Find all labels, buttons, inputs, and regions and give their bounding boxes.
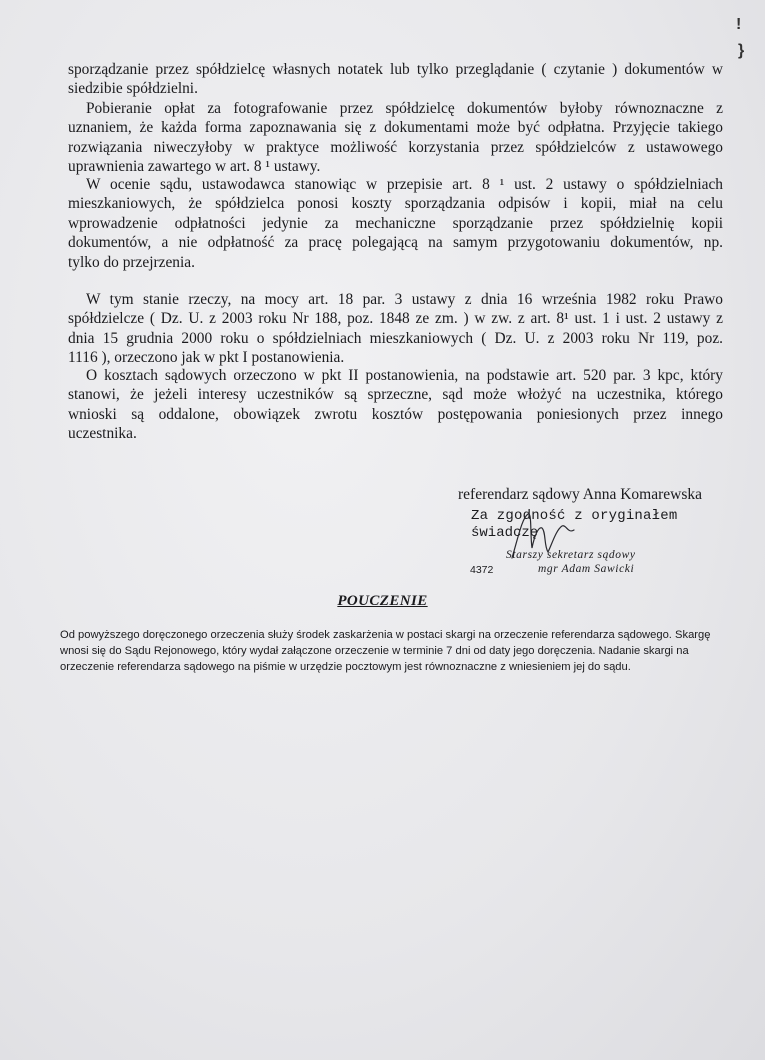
text-line: mieszkaniowych, że spółdzielca ponosi koszty sporządzania odpisów i kopii, miał na celu <box>68 195 723 213</box>
text-line: Pobieranie opłat za fotografowanie przez spółdzielcę dokumentów byłoby równoznaczne z <box>86 100 723 117</box>
text-line: uznaniem, że każda forma zapoznawania się z dokumentami może być odpłatna. Przyjęcie takiego <box>68 119 723 137</box>
text-line: wnioski są oddalone, obowiązek zwrotu kosztów postępowania poniesionych przez innego <box>68 405 723 423</box>
text-line: O kosztach sądowych orzeczono w pkt II postanowienia, na podstawie art. 520 par. 3 kpc, który <box>86 367 723 384</box>
text-line: dnia 15 grudnia 2000 roku o spółdzielniach mieszkaniowych ( Dz. U. z 2003 roku Nr 119, poz. <box>68 329 723 347</box>
text-line: wprowadzenie odpłatności jedynie za mechaniczne sporządzanie przez spółdzielnię kopii <box>68 214 723 232</box>
body-paragraph <box>68 175 723 272</box>
stamp-number: 4372 <box>470 564 494 576</box>
text-line: rozwiązania niweczyłoby w praktyce możliwość korzystania przez spółdzielców z ustawowego <box>68 138 723 156</box>
text-line: tylko do przejrzenia. <box>68 253 195 271</box>
text-line: uprawnienia zawartego w art. 8 ¹ ustawy. <box>68 158 321 176</box>
text-line: W tym stanie rzeczy, na mocy art. 18 par. 3 ustawy z dnia 16 września 1982 roku Prawo <box>86 291 723 308</box>
edge-mark: ! <box>736 16 742 33</box>
certification-stamp-line: świadczę <box>471 525 539 541</box>
text-line: stanowi, że jeżeli interesy uczestników są sprzeczne, sąd może włożyć na uczestnika, którego <box>68 386 723 404</box>
body-paragraph <box>68 366 723 444</box>
notice-paragraph: Od powyższego doręczonego orzeczenia służy środek zaskarżenia w postaci skargi na orzeczenie referendarza sądowego. Skargę wnosi się do Sądu Rejonowego, który wydał załączone orzeczenie w terminie 7 dni od daty jego doręczenia. Nadanie skargi na orzeczenie referendarza sądowego na piśmie w urzędzie pocztowym jest równoznaczne z wniesieniem jej do sądu. <box>60 629 711 673</box>
edge-mark: } <box>738 42 745 59</box>
body-paragraph <box>68 99 723 177</box>
text-line: sporządzanie przez spółdzielcę własnych notatek lub tylko przeglądanie ( czytanie ) dokumentów w <box>68 61 723 78</box>
certification-stamp-line: mgr Adam Sawicki <box>538 563 635 575</box>
text-line: siedzibie spółdzielni. <box>68 80 198 98</box>
body-paragraph <box>68 60 723 99</box>
text-line: uczestnika. <box>68 425 137 443</box>
text-line: spółdzielcze ( Dz. U. z 2003 roku Nr 188, poz. 1848 ze zm. ) w zw. z art. 8¹ ust. 1 i ust. 2 ustawy z <box>68 310 723 328</box>
body-paragraph <box>68 290 723 368</box>
text-line: 1116 ), orzeczono jak w pkt I postanowienia. <box>68 349 345 367</box>
certification-stamp-line: Starszy sekretarz sądowy <box>506 549 636 561</box>
text-line: dokumentów, a nie odpłatność za pracę polegającą na samym przygotowaniu dokumentów, np. <box>68 234 723 252</box>
section-heading: POUCZENIE <box>337 593 428 609</box>
signatory-name: referendarz sądowy Anna Komarewska <box>458 486 703 503</box>
text-line: W ocenie sądu, ustawodawca stanowiąc w przepisie art. 8 ¹ ust. 2 ustawy o spółdzielniach <box>86 176 723 193</box>
certification-stamp-line: Za zgodność z oryginałem <box>471 508 678 524</box>
